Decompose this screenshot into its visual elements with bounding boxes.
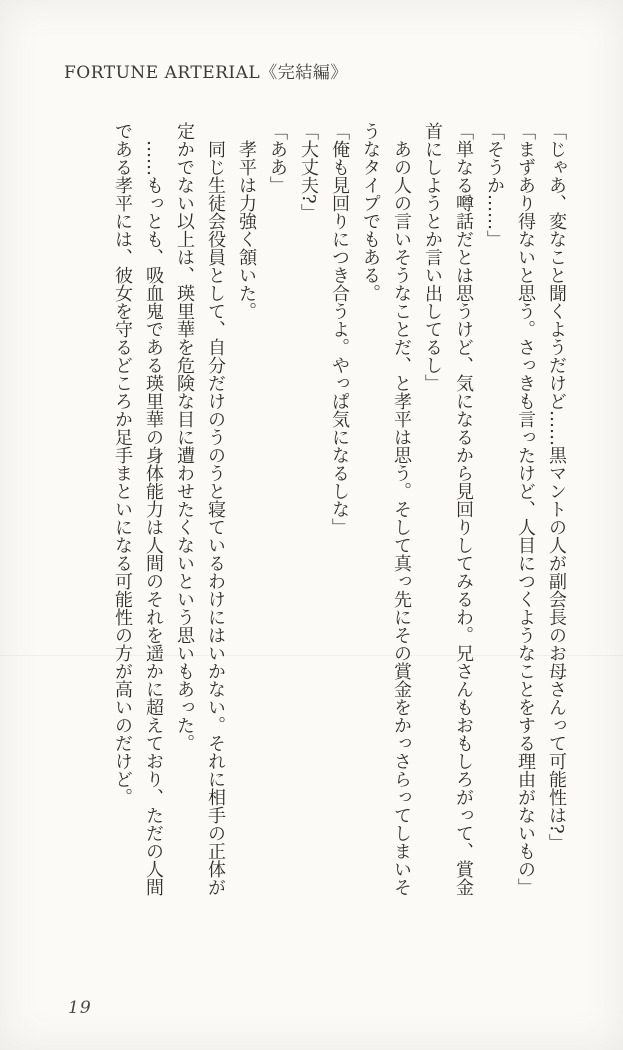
paragraph-dialogue: 「そうか……」 — [484, 122, 505, 248]
paragraph-dialogue: 「じゃあ、変なこと聞くようだけど……黒マントの人が副会長のお母さんって可能性は?」 — [546, 122, 567, 852]
paragraph-dialogue: 「まずあり得ないと思う。さっきも言ったけど、人目につくようなことをする理由がないもの」 — [515, 122, 536, 896]
paragraph-dialogue: 「大丈夫?」 — [298, 122, 319, 222]
paragraph-dialogue: 「俺も見回りにつき合うよ。やっぱ気になるしな」 — [329, 122, 350, 536]
paragraph-narration: 孝平は力強く頷いた。 — [236, 122, 257, 320]
vertical-text-body — [107, 122, 572, 902]
page-number: 19 — [68, 998, 92, 1018]
paragraph-narration: あの人の言いそうなことだ、と孝平は思う。そして真っ先にその賞金をかっさらってしまいそうなタイプでもある。 — [360, 122, 412, 896]
paragraph-dialogue: 「ああ」 — [267, 122, 288, 194]
paragraph-narration: ……もっとも、吸血鬼である瑛里華の身体能力は人間のそれを遥かに超えており、ただの人間である孝平には、彼女を守るどころか足手まといになる可能性の方が高いのだけど。 — [112, 122, 164, 896]
paragraph-narration: 同じ生徒会役員として、自分だけのうのうと寝ているわけにはいかない。それに相手の正体が定かでない以上は、瑛里華を危険な目に遭わせたくないという思いもあった。 — [174, 122, 226, 896]
paragraph-dialogue: 「単なる噂話だとは思うけど、気になるから見回りしてみるわ。兄さんもおもしろがって、賞金首にしようとか言い出してるし」 — [422, 122, 474, 896]
running-head-title: FORTUNE ARTERIAL《完結編》 — [64, 63, 348, 83]
